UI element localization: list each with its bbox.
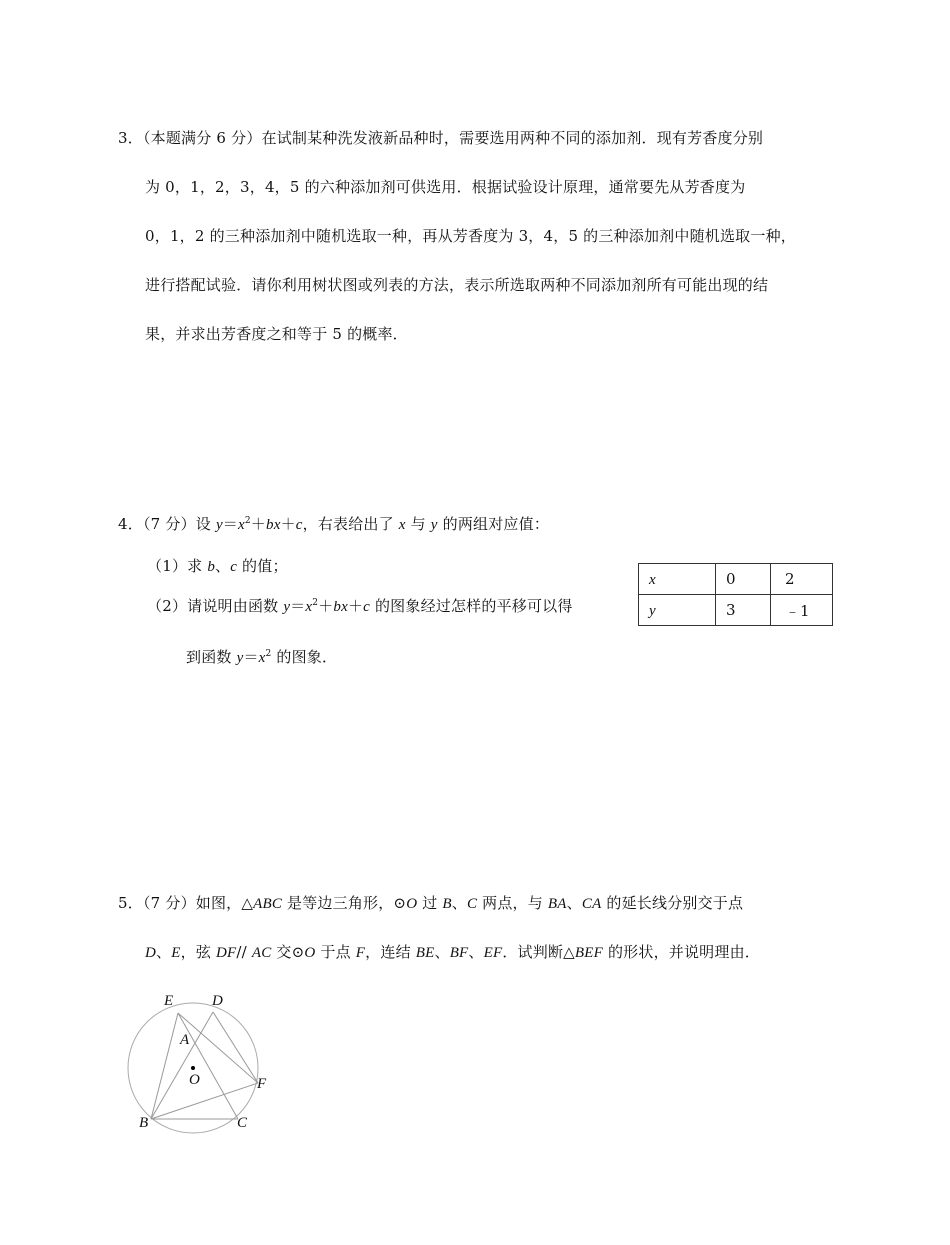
q4-part-2-c: 到函数 xyxy=(186,648,237,666)
var-x: x xyxy=(258,650,266,666)
parallel-sign: // xyxy=(236,943,252,961)
segment-ce xyxy=(178,1013,238,1119)
exponent: 2 xyxy=(244,516,251,526)
q3-number: 3． xyxy=(118,129,143,147)
q4-line-1 xyxy=(118,513,549,534)
var-c: c xyxy=(295,517,303,533)
table-row xyxy=(639,564,833,595)
table-cell: ﹣1 xyxy=(771,595,833,626)
dun-sep: 、 xyxy=(566,894,582,912)
plus-sign: ＋ xyxy=(347,597,364,615)
var-c: c xyxy=(230,559,238,575)
q5-text-a: （7 分）如图，△ xyxy=(142,894,254,912)
segment-bf xyxy=(151,1083,258,1119)
q5-line-1 xyxy=(118,892,743,913)
label-f: F xyxy=(257,1076,267,1092)
var-abc: ABC xyxy=(253,896,283,912)
var-x: x xyxy=(398,517,406,533)
q5-text-g: 交⊙ xyxy=(271,943,305,961)
label-o: O xyxy=(189,1072,200,1088)
q5-text-i: ，连结 xyxy=(365,943,416,961)
dun-sep: 、 xyxy=(468,943,484,961)
var-b: B xyxy=(442,896,452,912)
q3-line-5: 果，并求出芳香度之和等于 5 的概率． xyxy=(145,325,408,343)
var-d: D xyxy=(145,945,157,961)
q4-part-1 xyxy=(147,555,288,576)
var-b: b xyxy=(207,559,216,575)
table-cell: 3 xyxy=(716,595,771,626)
q4-part-1-b: 的值； xyxy=(237,557,288,575)
var-e: E xyxy=(171,945,181,961)
q4-intro-c: 与 xyxy=(405,515,431,533)
q5-text-b: 是等边三角形，⊙ xyxy=(282,894,407,912)
var-y: y xyxy=(236,650,244,666)
dun-sep: 、 xyxy=(156,943,172,961)
q3-line-4: 进行搭配试验．请你利用树状图或列表的方法，表示所选取两种不同添加剂所有可能出现的结 xyxy=(145,276,769,294)
exponent: 2 xyxy=(312,598,319,608)
label-b: B xyxy=(139,1115,149,1131)
q5-number: 5． xyxy=(118,894,143,912)
q4-number: 4． xyxy=(118,515,143,533)
var-y: y xyxy=(215,517,223,533)
value-table xyxy=(638,563,833,626)
table-row xyxy=(639,595,833,626)
q4-part-2-b: 的图象经过怎样的平移可以得 xyxy=(370,597,573,615)
q5-text-h: 于点 xyxy=(315,943,356,961)
segment-df xyxy=(213,1012,258,1083)
segment-be xyxy=(151,1013,178,1119)
table-header-x xyxy=(639,564,716,595)
table-cell-text: x xyxy=(649,571,656,588)
q5-text-k: 的形状，并说明理由． xyxy=(603,943,760,961)
label-c: C xyxy=(237,1115,248,1131)
plus-sign: ＋ xyxy=(280,515,296,533)
var-o: O xyxy=(304,945,316,961)
table-cell-text: y xyxy=(649,602,656,619)
var-y: y xyxy=(283,599,291,615)
exponent: 2 xyxy=(265,649,272,659)
var-bx: bx xyxy=(266,517,281,533)
eq-sign: ＝ xyxy=(243,648,259,666)
q4-part-2-cont xyxy=(186,646,337,667)
geometry-figure xyxy=(120,985,290,1140)
var-ac: AC xyxy=(251,945,272,961)
var-c: C xyxy=(466,896,478,912)
q3-text-1: （本题满分 6 分）在试制某种洗发液新品种时，需要选用两种不同的添加剂．现有芳香度分别 xyxy=(142,129,764,147)
dun-sep: 、 xyxy=(451,894,467,912)
q5-text-f: ，弦 xyxy=(180,943,216,961)
q3-line-3: 0，1，2 的三种添加剂中随机选取一种，再从芳香度为 3，4，5 的三种添加剂中随机选取一种， xyxy=(145,227,796,245)
var-y: y xyxy=(430,517,438,533)
var-ef: EF xyxy=(483,945,503,961)
q5-text-j: ．试判断△ xyxy=(502,943,575,961)
dun-sep: 、 xyxy=(434,943,450,961)
var-c: c xyxy=(363,599,370,615)
var-df: DF xyxy=(216,945,237,961)
q3-line-1 xyxy=(118,127,763,148)
table-cell: 0 xyxy=(716,564,771,595)
var-bf: BF xyxy=(449,945,469,961)
plus-sign: ＋ xyxy=(318,597,334,615)
var-f: F xyxy=(355,945,366,961)
label-e: E xyxy=(164,993,174,1009)
label-a: A xyxy=(180,1032,190,1048)
var-ca: CA xyxy=(581,896,602,912)
eq-sign: ＝ xyxy=(222,515,238,533)
var-bef: BEF xyxy=(574,945,603,961)
q4-part-2 xyxy=(147,595,573,616)
table-header-y xyxy=(639,595,716,626)
var-x: x xyxy=(238,517,245,533)
q5-text-e: 的延长线分别交于点 xyxy=(601,894,744,912)
segment-bd xyxy=(151,1012,213,1119)
center-point xyxy=(191,1066,195,1070)
var-o: O xyxy=(406,896,418,912)
q3-line-2: 为 0，1，2，3，4，5 的六种添加剂可供选用．根据试验设计原理，通常要先从芳香度为 xyxy=(145,178,746,196)
table-cell: 2 xyxy=(771,564,833,595)
var-be: BE xyxy=(415,945,435,961)
q4-part-2-a: （2）请说明由函数 xyxy=(147,597,284,615)
q5-text-d: 两点，与 xyxy=(477,894,548,912)
q4-intro-b: ，右表给出了 xyxy=(302,515,399,533)
plus-sign: ＋ xyxy=(250,515,266,533)
eq-sign: ＝ xyxy=(290,597,306,615)
var-x: x xyxy=(305,599,313,615)
var-bx: bx xyxy=(333,599,348,615)
label-d: D xyxy=(212,993,223,1009)
q5-line-2 xyxy=(145,941,760,962)
q4-intro: （7 分）设 xyxy=(142,515,216,533)
dun-sep: 、 xyxy=(215,557,231,575)
q5-text-c: 过 xyxy=(417,894,443,912)
var-ba: BA xyxy=(547,896,567,912)
q4-part-2-d: 的图象． xyxy=(271,648,338,666)
q4-intro-d: 的两组对应值： xyxy=(437,515,550,533)
q4-part-1-a: （1）求 xyxy=(147,557,208,575)
